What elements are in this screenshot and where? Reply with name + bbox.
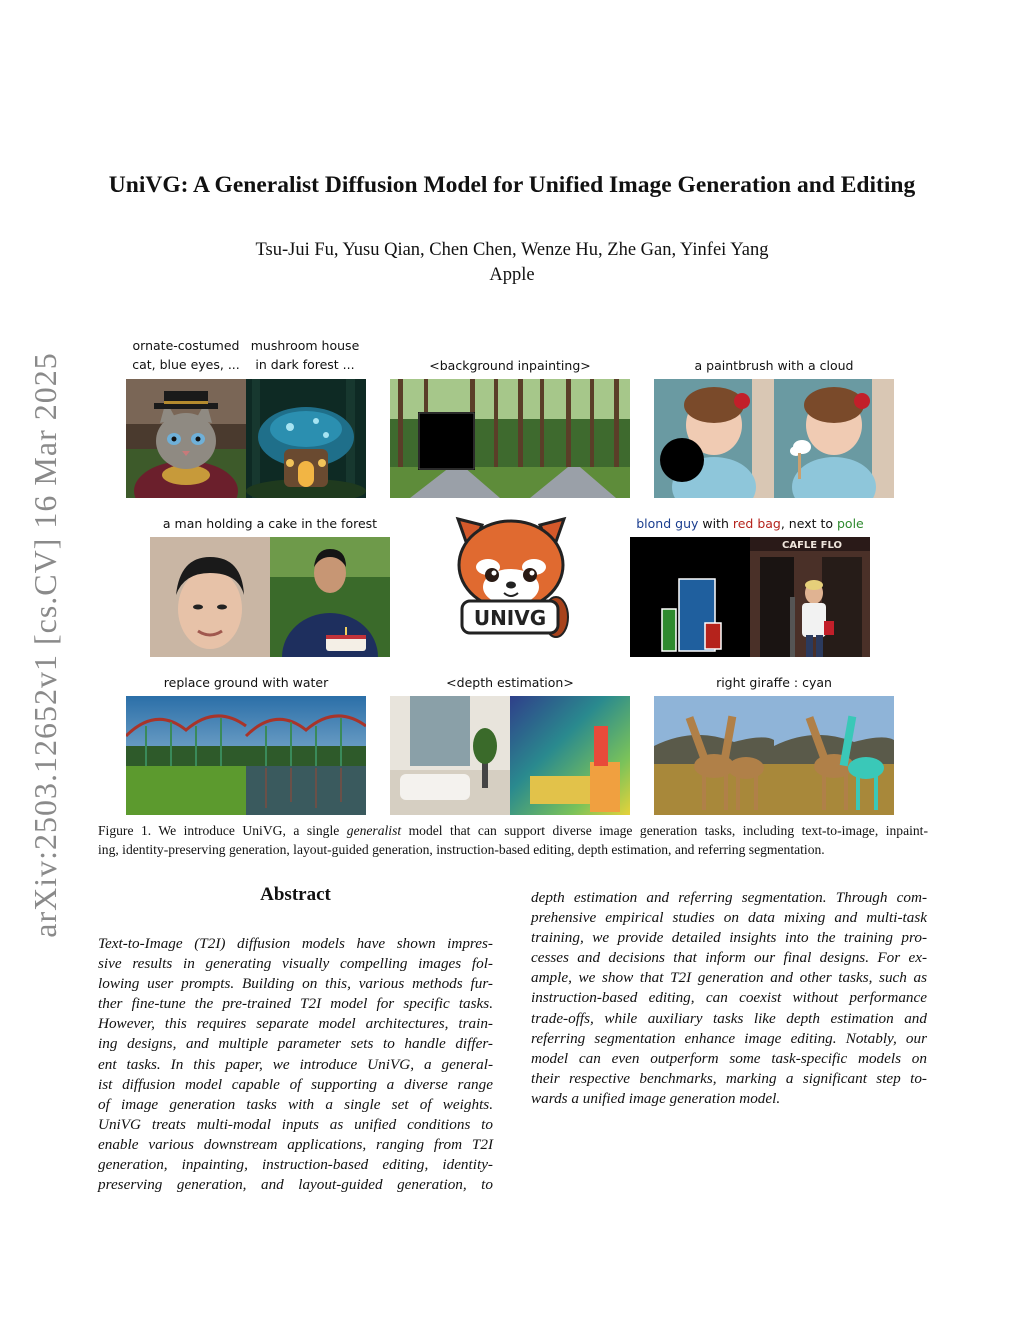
image-ornate-cat [126, 379, 246, 498]
abstract-right-column [531, 888, 927, 1109]
image-identity-reference [150, 537, 270, 657]
abstract-line: ent tasks. In this paper, we introduce UniVG, a general- [98, 1055, 493, 1073]
label-layout-blond: blond guy [636, 516, 699, 531]
image-referring-segmentation [654, 696, 894, 815]
label-t2i-cat [126, 336, 246, 374]
figure-caption [98, 821, 928, 859]
abstract-left-column [98, 934, 493, 1195]
shop-sign-text: CAFLE FLO [782, 540, 842, 551]
caption-text: ing, identity-preserving generation, layout-guided generation, instruction-based editing, depth estimation, and referring segmentation. [98, 842, 825, 857]
abstract-line: depth estimation and referring segmentation. Through com- [531, 889, 927, 906]
label-layout-next: , next to [780, 516, 837, 531]
label-t2i-house-line2: in dark forest ... [255, 357, 355, 372]
abstract-line: generation, inpainting, instruction-based editing, identity- [98, 1156, 493, 1174]
abstract-line: training, we provide detailed insights into the training pro- [531, 929, 927, 947]
image-man-holding-cake [270, 537, 390, 657]
label-t2i-house-line1: mushroom house [250, 338, 360, 353]
abstract-line: of image generation tasks with a single set of weights. [98, 1095, 493, 1113]
abstract-line: enable various downstream applications, ranging from T2I [98, 1135, 493, 1153]
abstract-line: cesses and decisions that inform our final designs. For ex- [531, 949, 927, 967]
abstract-line: ample, we show that T2I generation and other tasks, such as [531, 969, 927, 987]
label-inpainting: <background inpainting> [429, 358, 591, 373]
image-depth-estimation [390, 696, 630, 815]
abstract-line: prehensive empirical studies on data mixing and multi-task [531, 909, 927, 927]
label-layout-with: with [698, 516, 733, 531]
label-identity: a man holding a cake in the forest [162, 516, 378, 531]
abstract-line: However, this requires separate model architectures, train- [98, 1015, 493, 1033]
abstract-line: their respective benchmarks, marking a significant step to- [531, 1069, 927, 1087]
abstract-line: model can even outperform some task-specific models on [531, 1049, 927, 1067]
label-layout [630, 516, 870, 531]
caption-text: Figure 1. We introduce UniVG, a single [98, 823, 347, 838]
label-t2i-cat-line2: cat, blue eyes, ... [132, 357, 240, 372]
arxiv-identifier: arXiv:2503.12652v1 [cs.CV] 16 Mar 2025 [27, 352, 63, 938]
abstract-line: preserving generation, and layout-guided generation, to [98, 1176, 493, 1194]
abstract-line: referring segmentation enhance image editing. Notably, our [531, 1029, 927, 1047]
abstract-heading: Abstract [260, 884, 331, 905]
mascot-logo-text: UNIVG [473, 606, 547, 630]
image-mushroom-house [246, 379, 366, 498]
abstract-line: UniVG treats multi-modal inputs as unified conditions to [98, 1115, 493, 1133]
label-segmentation: right giraffe : cyan [716, 675, 832, 690]
abstract-line: instruction-based editing, can coexist without performance [531, 989, 927, 1007]
label-layout-pole: pole [837, 516, 864, 531]
image-layout-result [750, 537, 870, 657]
abstract-line: sive results in generating visually compelling images fol- [98, 955, 493, 973]
paper-title: UniVG: A Generalist Diffusion Model for Unified Image Generation and Editing [108, 172, 916, 198]
label-paintbrush: a paintbrush with a cloud [694, 358, 854, 373]
label-layout-bag: red bag [732, 516, 781, 531]
abstract-line: lowing user prompts. Building on this, various methods fur- [98, 975, 493, 993]
image-layout-boxes [630, 537, 750, 657]
image-background-inpainting [390, 379, 630, 498]
caption-text: model that can support diverse image generation tasks, including text-to-image, inpaint- [401, 823, 928, 838]
univg-mascot-logo [448, 509, 574, 639]
caption-line [98, 840, 928, 859]
label-t2i-house [244, 336, 366, 374]
abstract-line: wards a unified image generation model. [531, 1089, 781, 1107]
abstract-line: ing designs, and multiple parameter sets to handle differ- [98, 1035, 493, 1053]
label-t2i-cat-line1: ornate-costumed [132, 338, 240, 353]
author-list: Tsu-Jui Fu, Yusu Qian, Chen Chen, Wenze Hu, Zhe Gan, Yinfei Yang [255, 240, 769, 260]
image-replace-ground-with-water [126, 696, 366, 815]
caption-line [98, 821, 928, 840]
abstract-line: ther fine-tune the pre-trained T2I model for specific tasks. [98, 995, 493, 1013]
label-depth: <depth estimation> [446, 675, 574, 690]
affiliation: Apple [489, 265, 535, 285]
abstract-line: trade-offs, while auxiliary tasks like depth estimation and [531, 1009, 927, 1027]
abstract-line: Text-to-Image (T2I) diffusion models have shown impres- [98, 935, 493, 952]
abstract-line: ist diffusion model capable of supporting a diverse range [98, 1075, 493, 1093]
label-edit: replace ground with water [163, 675, 329, 690]
image-paintbrush-cloud [654, 379, 894, 498]
caption-emphasis: generalist [346, 823, 402, 838]
